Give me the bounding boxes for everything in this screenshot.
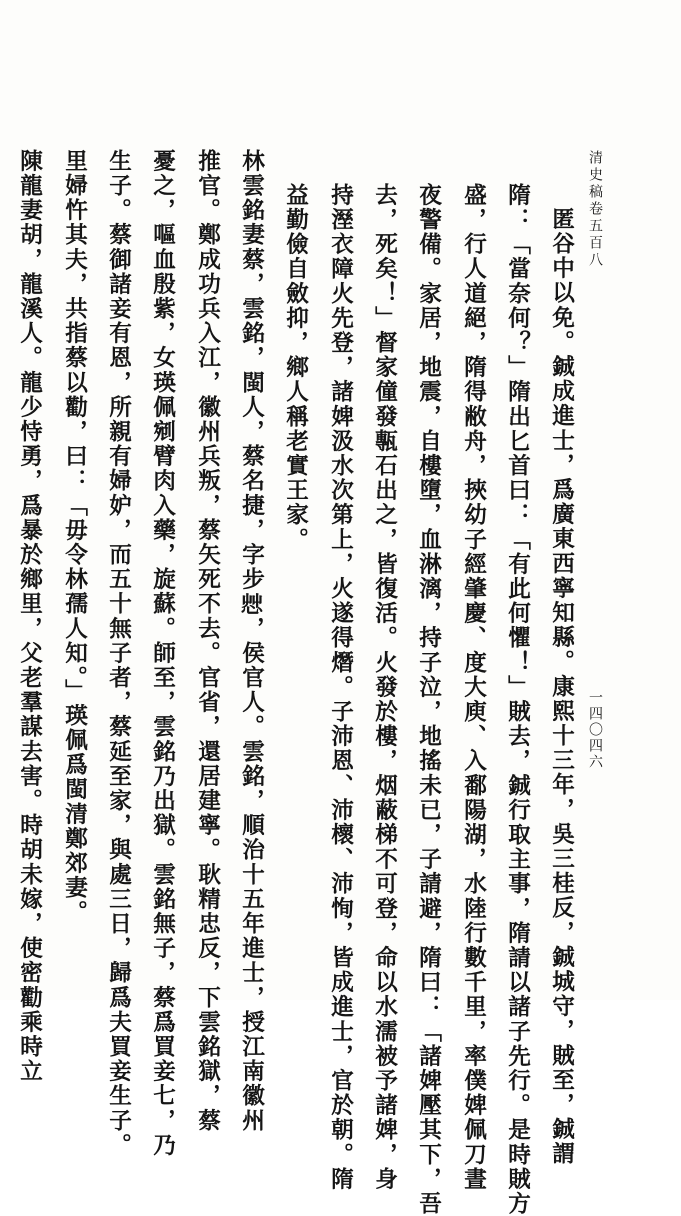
text-column: 推官。鄭成功兵入江，徽州兵叛，蔡矢死不去。官省，還居建寧。耿精忠反，下雲銘獄，蔡	[194, 149, 221, 1133]
text-column: 憂之，嘔血殷紫，女瑛佩剜臂肉入藥，旋蘇。師至，雲銘乃出獄。雲銘無子，蔡爲買妾七，乃	[149, 149, 176, 1158]
text-column: 林雲銘妻蔡，雲銘，閩人，蔡名捷，字步𢘿，侯官人。雲銘，順治十五年進士，授江南徽州	[238, 149, 265, 1133]
text-column: 去，死矣！」督家僮發甎石出之，皆復活。火發於樓，烟蔽梯不可登，命以水濡被予諸婢，身	[371, 183, 398, 1192]
text-column: 匿谷中以免。鋮成進士，爲廣東西寧知縣。康熙十三年，吳三桂反，鋮城守，賊至，鋮謂	[548, 207, 575, 1167]
text-column: 盛，行人道絕，隋得敝舟，挾幼子經肇慶、度大庾、入鄱陽湖，水陸行數千里，率僕婢佩刀晝	[460, 183, 487, 1192]
text-column: 夜警備。家居，地震，自樓墮，血淋漓，持子泣，地搖未已，子請避，隋曰：「諸婢壓其下，吾	[415, 183, 442, 1216]
text-column: 隋：「當奈何？」隋出匕首曰：「有此何懼！」賊去，鋮行取主事，隋請以諸子先行。是時賊方	[504, 183, 531, 1216]
running-header-title: 清史稿卷五百八	[587, 150, 603, 269]
text-column: 生子。蔡御諸妾有恩，所親有婦妒，而五十無子者，蔡延至家，與處三日，歸爲夫買妾生子。	[105, 149, 132, 1158]
text-column: 陳龍妻胡，龍溪人。龍少恃勇，爲暴於鄉里，父老羣謀去害。時胡未嫁，使密勸乘時立	[16, 149, 43, 1084]
page-number: 一四〇四六	[587, 690, 603, 770]
text-column: 里婦忤其夫，共指蔡以勸，曰：「毋令林孺人知。」瑛佩爲閩清鄭郊妻。	[61, 149, 88, 925]
text-column: 持溼衣障火先登，諸婢汲水次第上，火遂得熸。子沛恩、沛櫰、沛恂，皆成進士，官於朝。隋	[327, 183, 354, 1192]
text-column: 益勤儉自斂抑，鄉人稱老實王家。	[282, 183, 309, 552]
